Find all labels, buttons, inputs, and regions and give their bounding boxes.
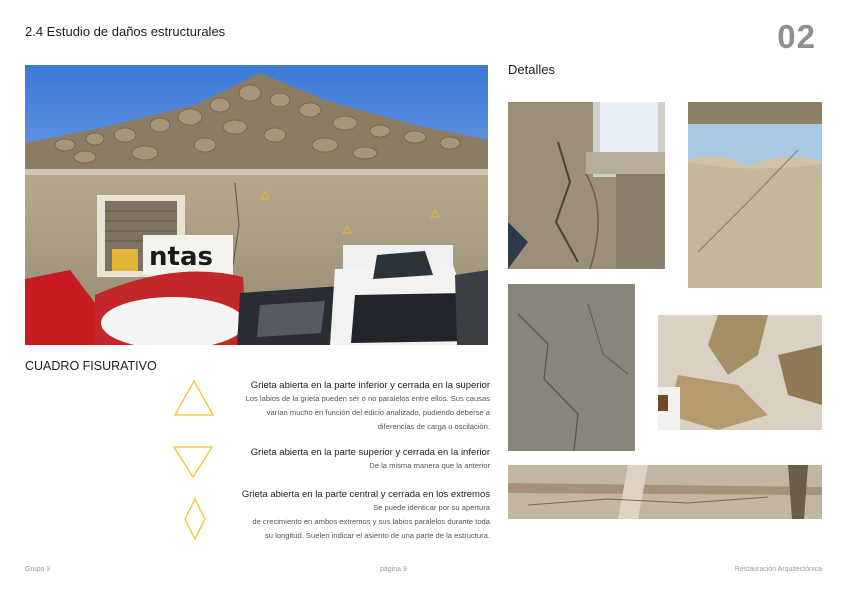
crack-item-body-line: Se puede identicar por su apertura (373, 503, 490, 512)
main-facade-photo (25, 65, 488, 345)
sign-text: ntas (149, 242, 213, 272)
detail-photo-window (508, 102, 665, 269)
crack-item-heading: Grieta abierta en la parte central y cerrada en los extremos (241, 489, 490, 500)
detail-photo-strip (508, 465, 822, 519)
crack-item-body-line: de crecimiento en ambos extremos y sus labios paralelos durante toda (252, 517, 490, 526)
crack-item-heading: Grieta abierta en la parte superior y cerrada en la inferior (250, 447, 490, 458)
crack-item-body-line: varían mucho en función del edicio analizado, pudiendo deberse a (266, 408, 490, 417)
cuadro-fisurativo-title: CUADRO FISURATIVO (25, 359, 157, 373)
crack-item-heading: Grieta abierta en la parte inferior y cerrada en la superior (250, 380, 490, 391)
footer-right: Restauración Arquitectónica (734, 566, 822, 573)
crack-item-body-line: su longitud. Suelen indicar el asiento de una parte de la estructura. (264, 531, 490, 540)
footer-left: Grupo 3 (25, 566, 51, 573)
crack-item-body-line: De la misma manera que la anterior (369, 461, 490, 470)
detail-photo-wall-blue (688, 102, 822, 288)
crack-item-body-line: Los labios de la grieta pueden ser o no paralelos entre ellos. Sus causas (245, 394, 490, 403)
detail-photo-peeling (658, 315, 822, 430)
footer-center: página 9 (380, 566, 407, 573)
detail-photo-concrete (508, 284, 635, 451)
page-number: 02 (777, 18, 816, 55)
crack-item-1 (190, 379, 490, 434)
crack-item-3 (190, 488, 490, 543)
details-title: Detalles (508, 62, 555, 77)
section-title: 2.4 Estudio de daños estructurales (25, 24, 226, 39)
crack-item-2 (190, 446, 490, 473)
crack-item-body-line: diferencias de carga u oscilación. (377, 422, 490, 431)
